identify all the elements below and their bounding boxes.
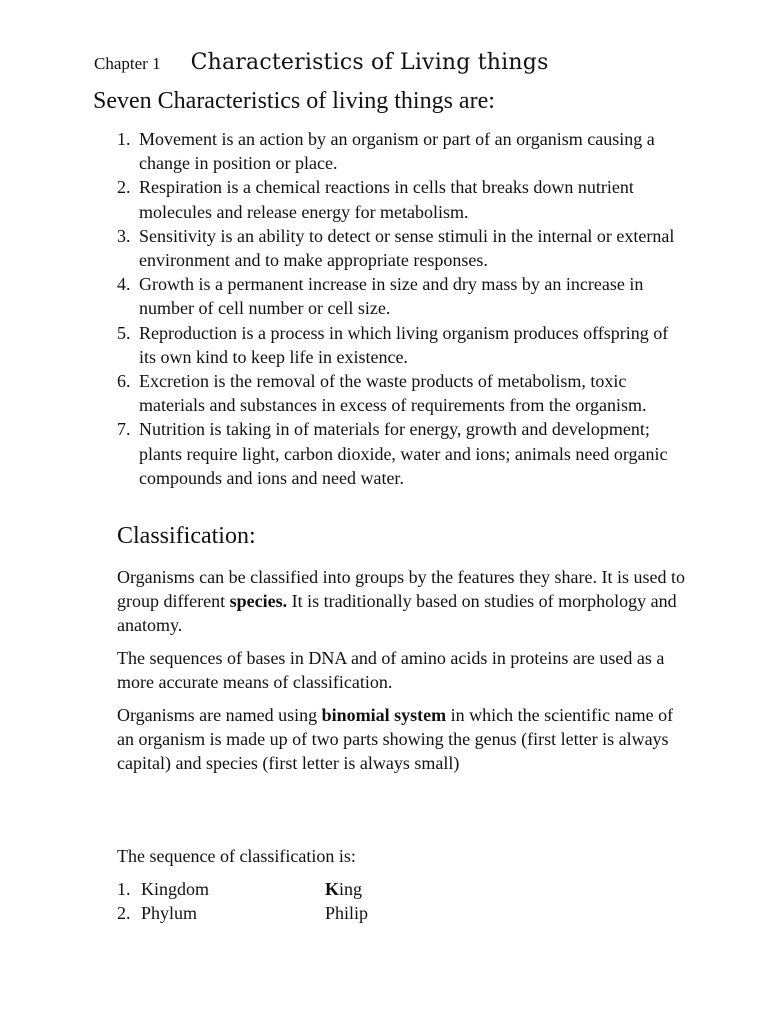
classification-paragraph-3	[117, 703, 692, 776]
rank-name: Kingdom	[141, 879, 210, 899]
list-text: Growth is a permanent increase in size and dry mass by an increase in number of cell number or cell size.	[139, 274, 644, 319]
paragraph-text: It is traditionally based on studies of morphology and anatomy.	[117, 591, 677, 636]
chapter-title: Characteristics of Living things	[190, 50, 549, 75]
list-item	[117, 175, 687, 223]
list-text: Nutrition is taking in of materials for energy, growth and development; plants require light, carbon dioxide, water and ions; animals need organic compounds and ions and need water.	[139, 419, 668, 488]
list-text: Excretion is the removal of the waste products of metabolism, toxic materials and substances in excess of requirements from the organism.	[139, 371, 647, 416]
mnemonic-word	[325, 901, 368, 925]
list-number: 4.	[117, 274, 131, 295]
classification-paragraph-1	[117, 565, 692, 638]
list-number: 5.	[117, 322, 131, 343]
sequence-intro: The sequence of classification is:	[117, 846, 356, 866]
list-number: 6.	[117, 371, 131, 392]
list-number: 1.	[117, 879, 131, 899]
list-item	[117, 901, 368, 925]
list-number: 7.	[117, 419, 131, 440]
mnemonic-rest: Philip	[325, 903, 369, 924]
intro-heading: Seven Characteristics of living things are:	[93, 88, 495, 114]
classification-sequence-list	[117, 877, 368, 925]
bold-term-species: species.	[229, 591, 288, 612]
list-item	[117, 224, 687, 272]
list-item	[117, 369, 687, 417]
list-item	[117, 321, 687, 369]
list-number: 2.	[117, 177, 131, 198]
classification-paragraph-2: The sequences of bases in DNA and of amino acids in proteins are used as a more accurate means of classification.	[117, 648, 665, 693]
list-item	[117, 127, 687, 175]
list-number: 2.	[117, 903, 131, 924]
list-text: Reproduction is a process in which living organism produces offspring of its own kind to keep life in existence.	[139, 322, 669, 367]
rank-name: Phylum	[141, 903, 198, 924]
chapter-label: Chapter 1	[94, 54, 161, 73]
list-text: Sensitivity is an ability to detect or sense stimuli in the internal or external environment and to make appropriate responses.	[139, 225, 675, 271]
mnemonic-word	[325, 877, 362, 901]
bold-term-binomial-system: binomial system	[321, 705, 447, 725]
list-item	[117, 417, 687, 490]
paragraph-text: Organisms can be classified into groups by the features they share. It is used to group different	[117, 567, 686, 612]
characteristics-list	[117, 127, 687, 490]
list-text: Movement is an action by an organism or part of an organism causing a change in position or place.	[139, 129, 655, 174]
list-number: 1.	[117, 129, 131, 149]
list-item	[117, 877, 368, 901]
classification-heading: Classification:	[117, 523, 256, 549]
mnemonic-initial: K	[325, 879, 340, 899]
list-number: 3.	[117, 225, 131, 246]
mnemonic-rest: ing	[339, 879, 363, 899]
list-item	[117, 272, 687, 320]
paragraph-text: Organisms are named using	[117, 705, 322, 725]
list-text: Respiration is a chemical reactions in cells that breaks down nutrient molecules and release energy for metabolism.	[139, 177, 634, 222]
paragraph-text: in which the scientific name of an organism is made up of two parts showing the genus (first letter is always capital) and species (first letter is always small)	[117, 705, 674, 774]
chapter-header	[94, 50, 549, 75]
